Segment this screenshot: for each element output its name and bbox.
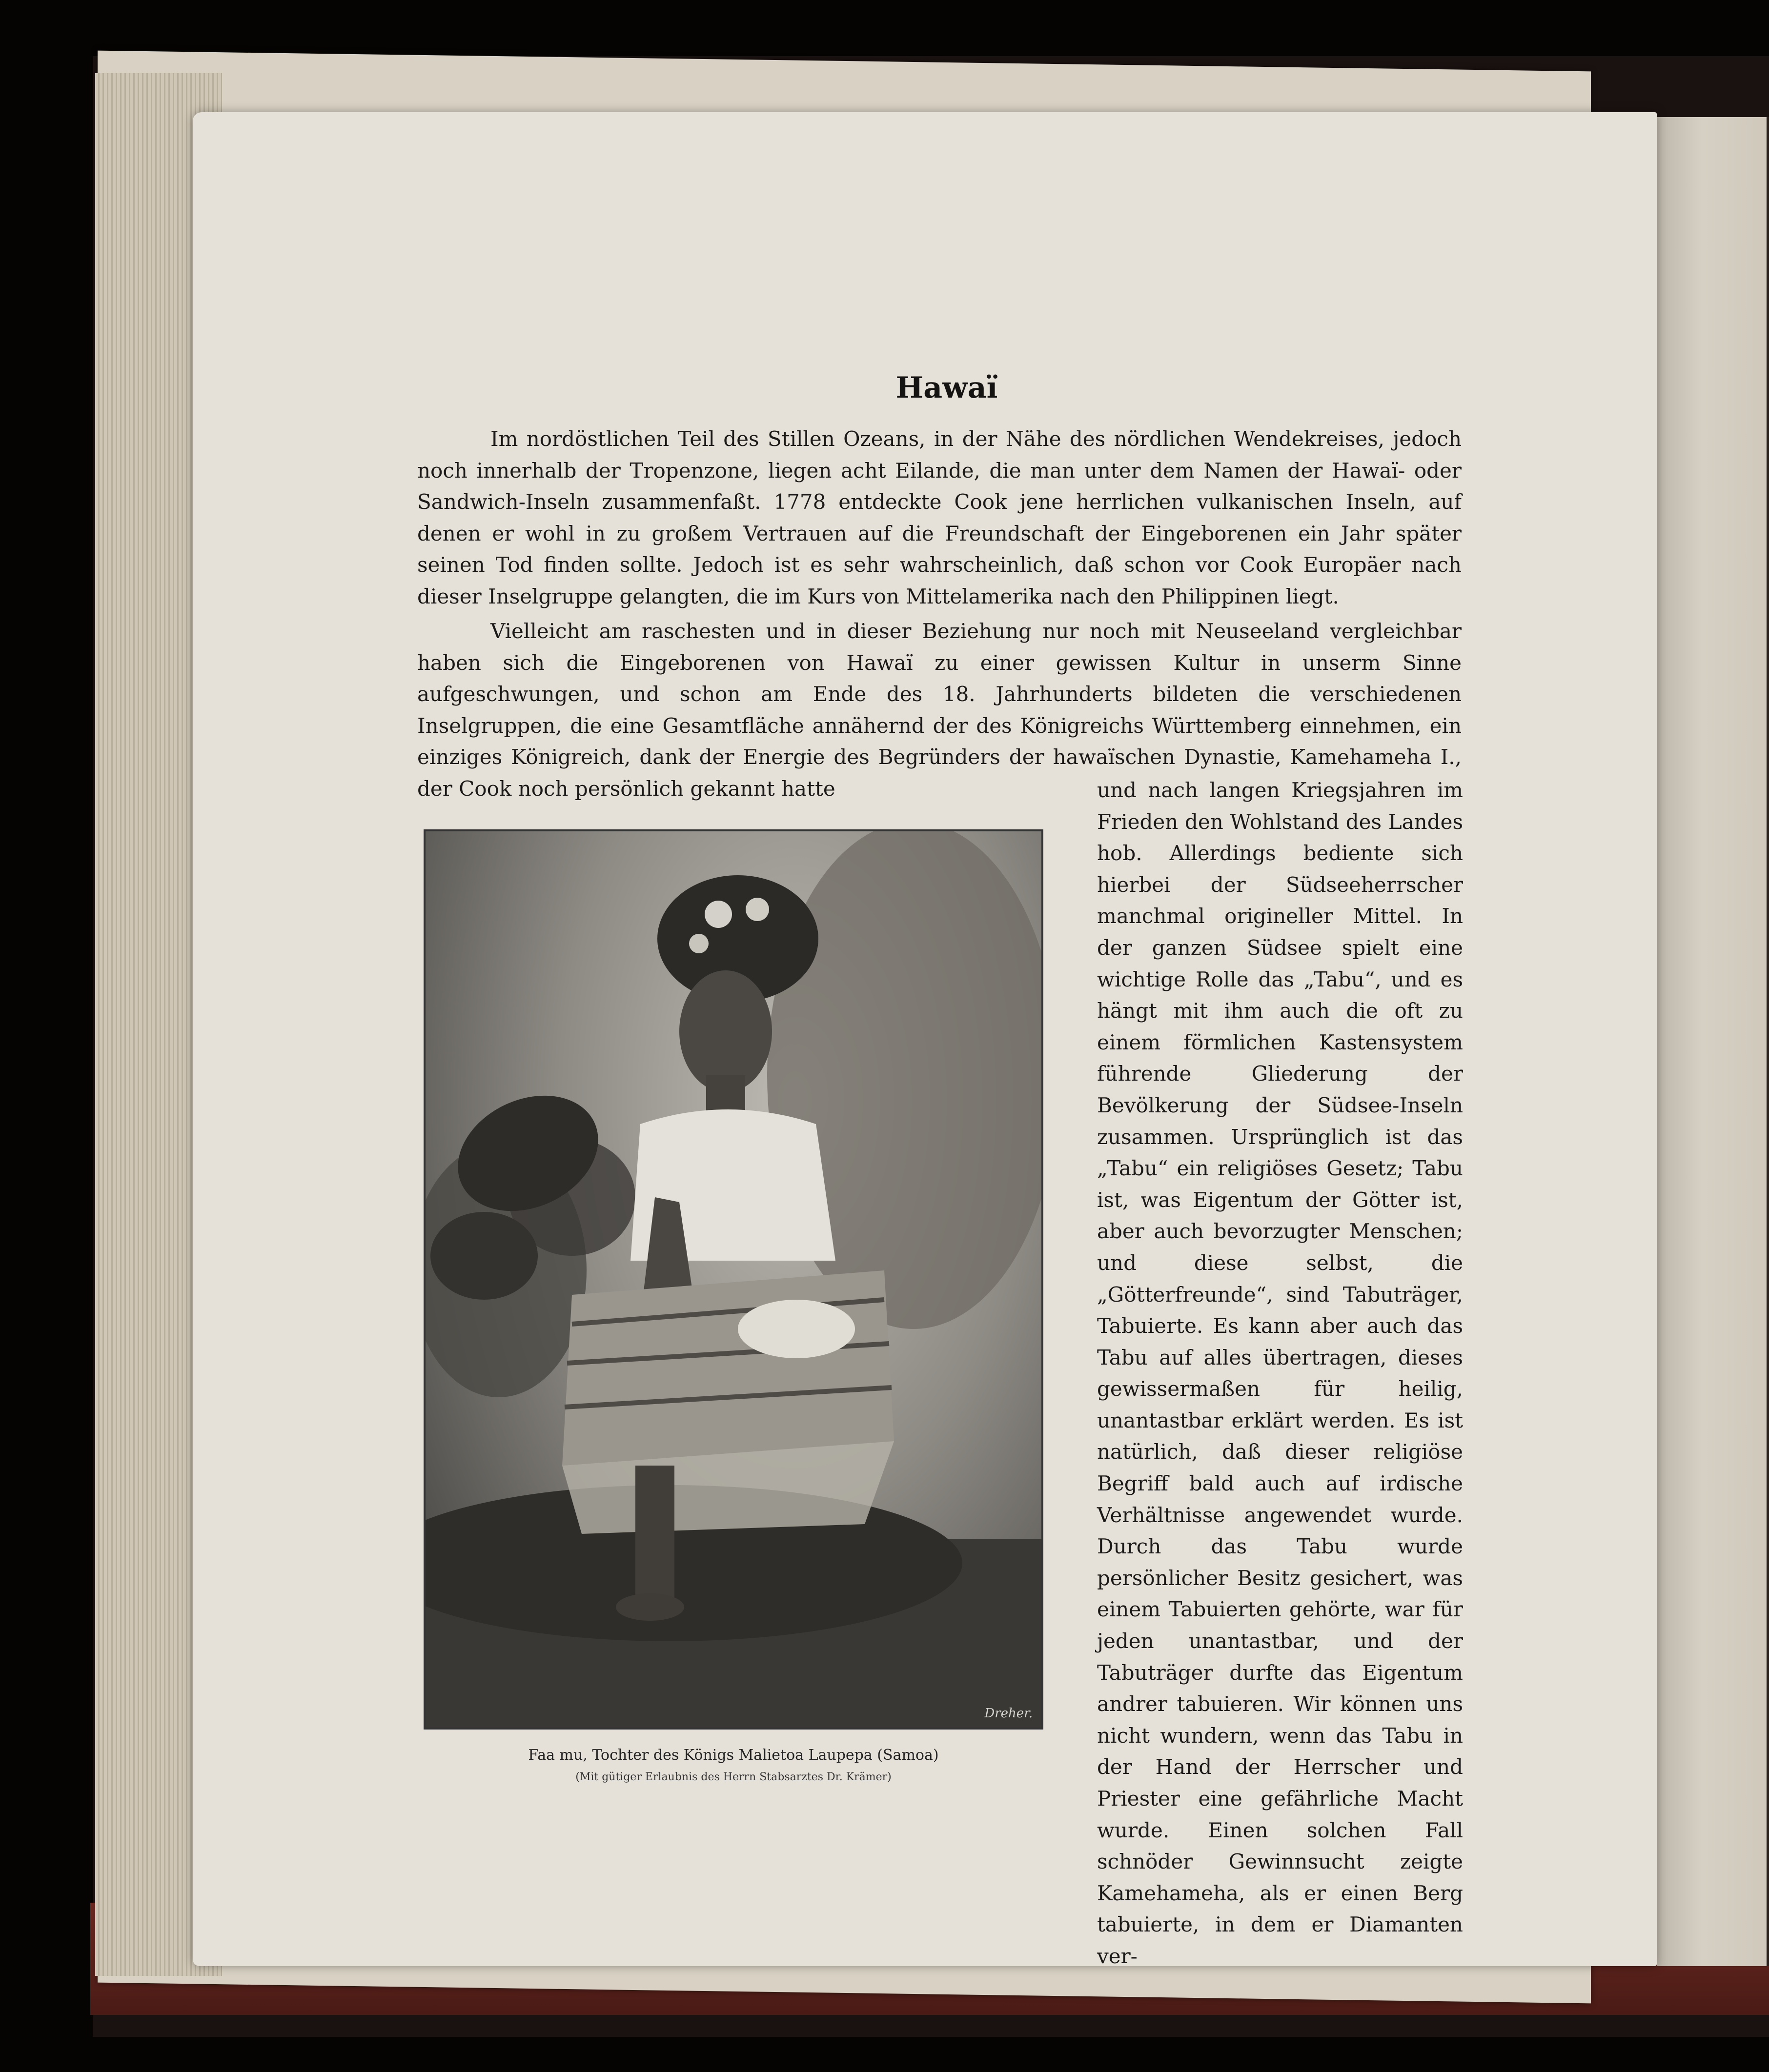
- photo-signature: Dreher.: [984, 1706, 1033, 1721]
- facing-page: [1657, 117, 1769, 1966]
- paragraph-2: Vielleicht am raschesten und in dieser Beziehung nur noch mit Neuseeland vergleichbar haben sich die Eingeborenen von Hawaï zu einer gewissen Kultur in unserm Sinne aufgeschwungen, und schon am Ende des 18. Jahrhunderts bildeten die verschiedenen Inselgruppen, die eine Gesamtfläche annähernd der des Königreichs Württemberg einnehmen, ein einziges Königreich, dank der Energie des Begründers der hawaïschen Dynastie, Kamehameha I., der Cook noch persönlich gekannt hatte: [417, 619, 1462, 801]
- photo-caption: Faa mu, Tochter des Königs Malietoa Laupepa (Samoa): [528, 1747, 939, 1764]
- side-column-text: und nach langen Kriegsjahren im Frieden den Wohlstand des Landes hob. Allerdings bediente sich hierbei der Südseeherrscher manchmal origineller Mittel. In der ganzen Südsee spielt eine wichtige Rolle das „Tabu“, und es hängt mit ihm auch die oft zu einem förmlichen Kastensystem führende Gliederung der Bevölkerung der Südsee-Inseln zusammen. Ursprünglich ist das „Tabu“ ein religiöses Gesetz; Tabu ist, was Eigentum der Götter ist, aber auch bevorzugter Menschen; und diese selbst, die „Götterfreunde“, sind Tabuträger, Tabuierte. Es kann aber auch das Tabu auf alles übertragen, dieses gewissermaßen für heilig, unantastbar erklärt werden. Es ist natürlich, daß dieser religiöse Begriff bald auch auf irdische Verhältnisse angewendet wurde. Durch das Tabu wurde persönlicher Besitz gesichert, was einem Tabuierten gehörte, war für jeden unantastbar, und der Tabuträger durfte das Eigentum andrer tabuieren. Wir können uns nicht wundern, wenn das Tabu in der Hand der Herrscher und Priester eine gefährliche Macht wurde. Einen solchen Fall schnöder Gewinnsucht zeigte Kamehameha, als er einen Berg tabuierte, in dem er Diamanten ver-: [1097, 778, 1463, 1968]
- facing-page-edge: [1767, 117, 1769, 1966]
- portrait-photo: [424, 829, 1043, 1730]
- portrait-illustration: [426, 831, 1041, 1728]
- page-title: Hawaï: [895, 371, 998, 405]
- paragraph-1: Im nordöstlichen Teil des Stillen Ozeans, in der Nähe des nördlichen Wendekreises, jedoch noch innerhalb der Tropenzone, liegen acht Eilande, die man unter dem Namen der Hawaï- oder Sandwich-Inseln zusammenfaßt. 1778 entdeckte Cook jene herrlichen vulkanischen Inseln, auf denen er wohl in zu großem Vertrauen auf die Freundschaft der Eingeborenen ein Jahr später seinen Tod finden sollte. Jedoch ist es sehr wahrscheinlich, daß schon vor Cook Europäer nach dieser Inselgruppe gelangten, die im Kurs von Mittelamerika nach den Philippinen liegt.: [417, 427, 1462, 608]
- photo-caption-credit: (Mit gütiger Erlaubnis des Herrn Stabsarztes Dr. Krämer): [575, 1771, 892, 1783]
